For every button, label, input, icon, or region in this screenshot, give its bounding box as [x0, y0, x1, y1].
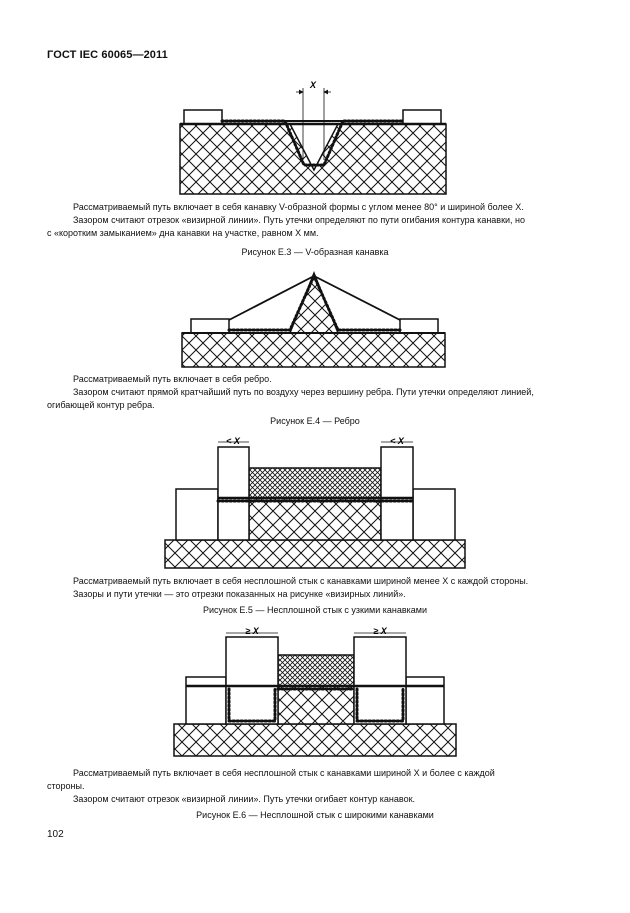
e5-right-post — [381, 447, 413, 540]
e5-base-slab — [165, 540, 465, 568]
e3-caption: Рисунок Е.3 — V-образная канавка — [241, 247, 389, 257]
e6-base-slab — [174, 724, 456, 756]
figure-e4-diagram — [0, 268, 630, 368]
e4-base-body — [182, 333, 445, 367]
e5-left-post — [218, 447, 249, 540]
e4-paragraph-2: Зазором считают прямой кратчайший путь по воздуху через вершину ребра. Пути утечки определяют линией, — [73, 387, 534, 397]
e6-caption: Рисунок Е.6 — Несплошной стык с широкими канавками — [196, 810, 434, 820]
e4-paragraph-3: огибающей контур ребра. — [47, 400, 155, 410]
e3-paragraph-2: Зазором считают отрезок «визирной линии». Путь утечки определяют по пути огибания контура канавки, но — [73, 215, 526, 225]
e3-base-body — [180, 124, 446, 194]
e5-paragraph-1: Рассматриваемый путь включает в себя несплошной стык с канавками шириной менее X с каждой стороны. — [73, 576, 529, 586]
e6-paragraph-1: Рассматриваемый путь включает в себя несплошной стык с канавками шириной X и более с каждой — [73, 768, 495, 778]
e6-left-post — [226, 637, 278, 724]
e4-rib — [290, 273, 338, 333]
e6-paragraph-2: стороны. — [47, 781, 85, 791]
e4-caption: Рисунок Е.4 — Ребро — [270, 416, 360, 426]
e6-dim-label-left: ≥ X — [245, 626, 259, 636]
e6-right-outer — [406, 677, 444, 724]
e3-right-plate — [403, 110, 441, 124]
e6-right-post — [354, 637, 406, 724]
figure-e5-diagram — [0, 432, 630, 572]
e3-paragraph-3: с «коротким замыканием» дна канавки на участке, равном X мм. — [47, 228, 319, 238]
e6-paragraph-3: Зазором считают отрезок «визирной линии». Путь утечки огибает контур канавок. — [73, 794, 416, 804]
figure-e3-diagram — [0, 80, 630, 195]
e3-dim-label-x: X — [309, 80, 317, 90]
e5-dim-label-left: < X — [226, 436, 240, 446]
e3-left-plate — [184, 110, 222, 124]
e5-caption: Рисунок Е.5 — Несплошной стык с узкими канавками — [202, 605, 427, 615]
e6-center-top — [278, 655, 354, 686]
e5-left-outer — [176, 489, 218, 540]
e5-center-top — [249, 468, 381, 498]
e5-paragraph-2: Зазоры и пути утечки — это отрезки показанных на рисунке «визирных линий». — [73, 589, 406, 599]
e5-center-block — [249, 498, 381, 540]
page-number: 102 — [47, 829, 64, 840]
e5-dim-label-right: < X — [390, 436, 404, 446]
e4-right-plate — [400, 319, 438, 333]
e6-left-outer — [186, 677, 226, 724]
e6-center-block — [278, 686, 354, 724]
e3-paragraph-1: Рассматриваемый путь включает в себя канавку V-образной формы с углом менее 80° и шириной более X. — [73, 202, 524, 212]
document-header: ГОСТ IEC 60065—2011 — [47, 49, 168, 61]
e5-right-outer — [413, 489, 455, 540]
e4-left-plate — [191, 319, 229, 333]
figure-e6-diagram — [0, 624, 630, 759]
e4-paragraph-1: Рассматриваемый путь включает в себя ребро. — [73, 374, 272, 384]
e6-dim-label-right: ≥ X — [373, 626, 387, 636]
